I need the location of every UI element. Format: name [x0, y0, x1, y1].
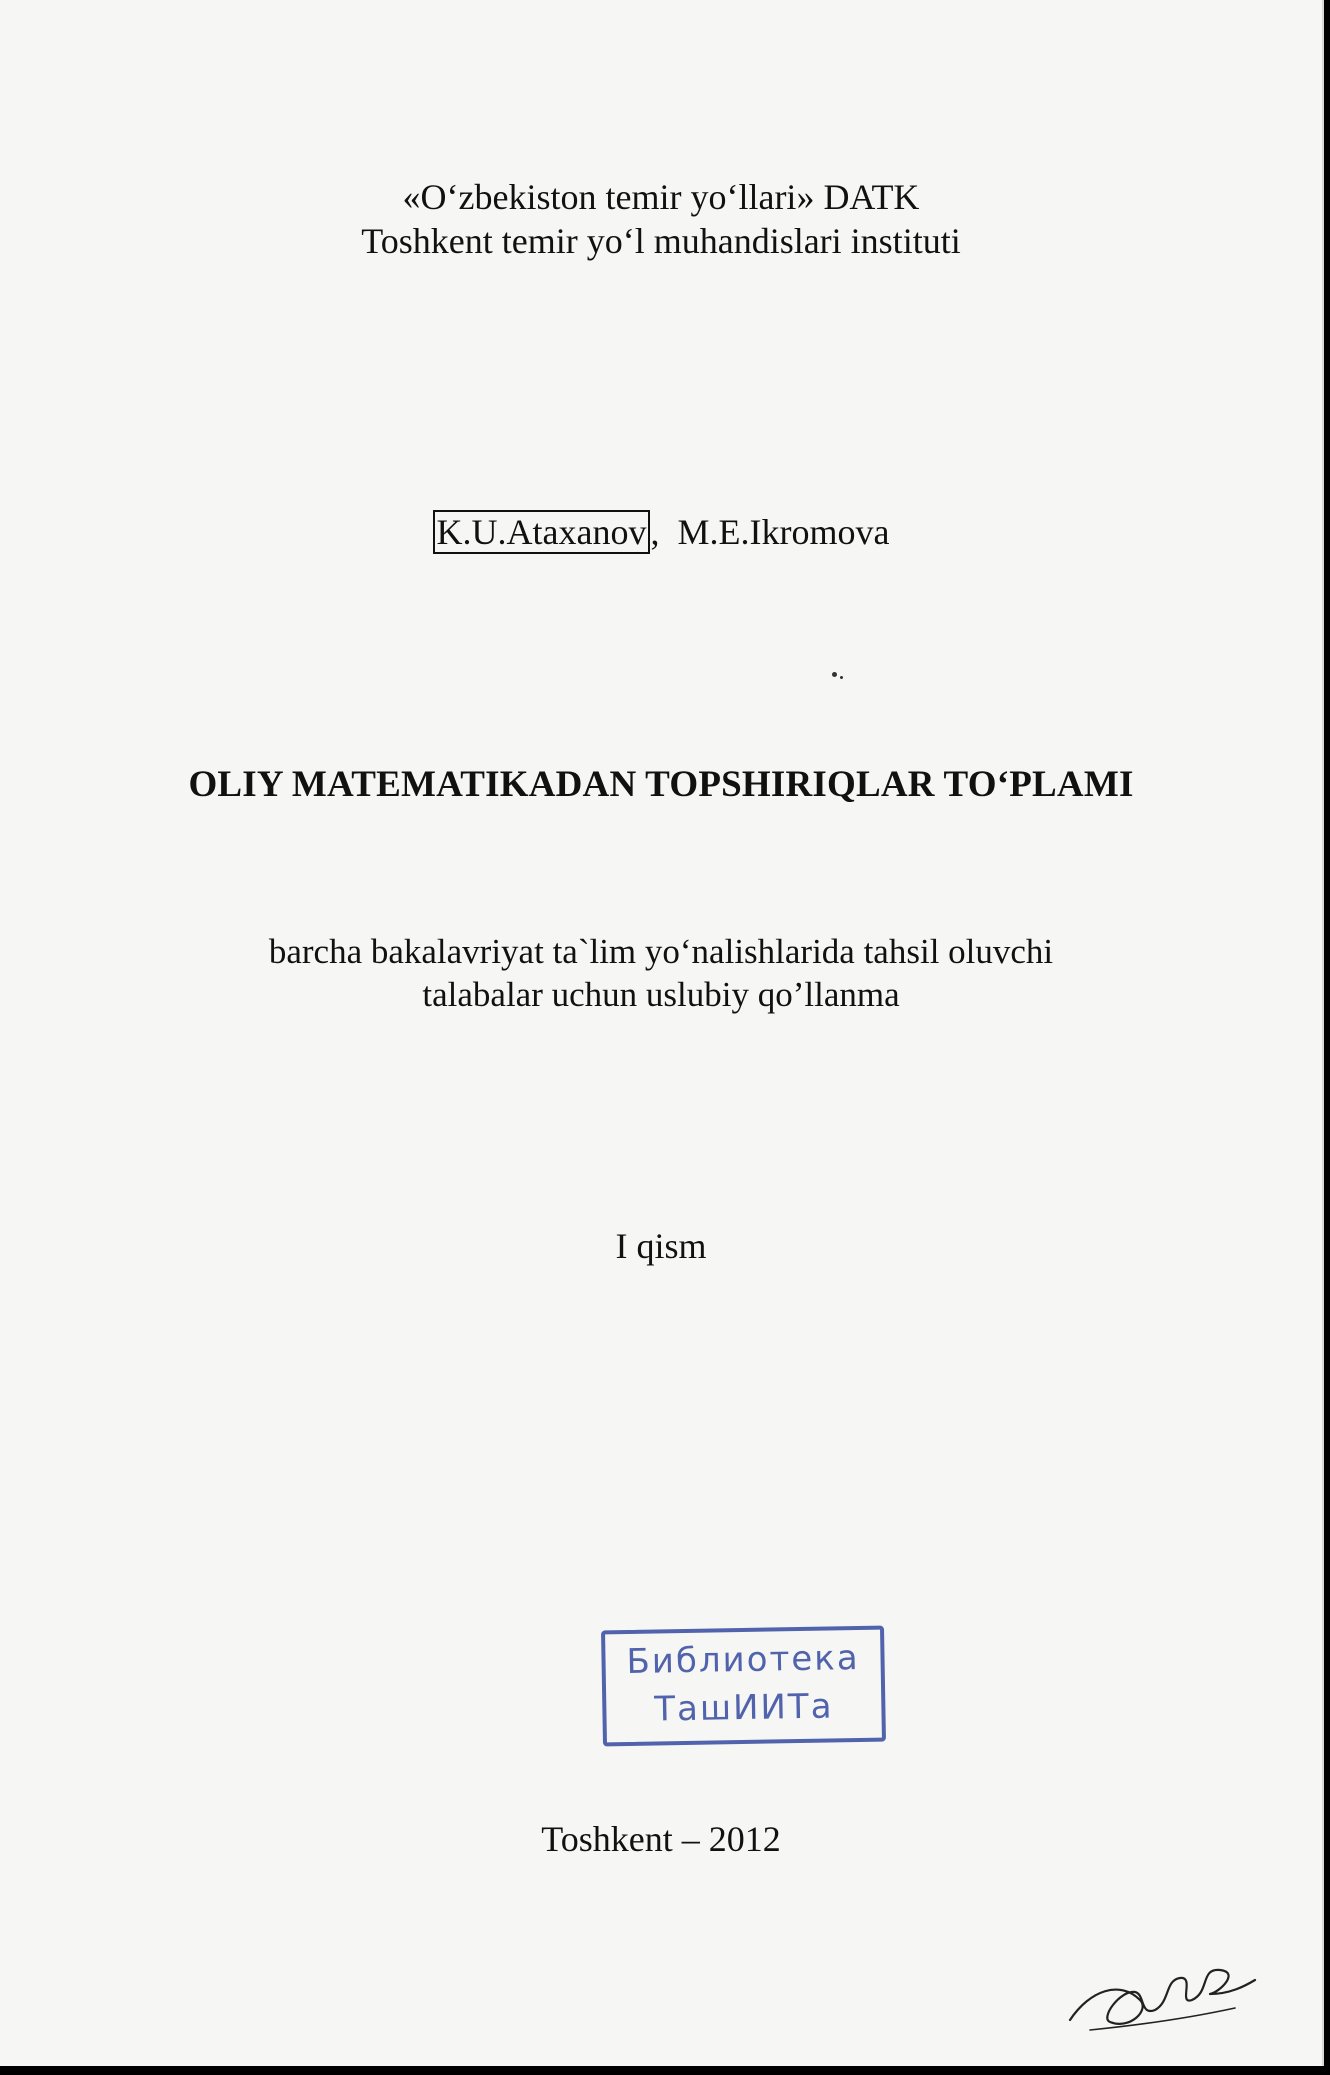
handwritten-signature — [1060, 1950, 1260, 2040]
document-subtitle — [0, 930, 1322, 1016]
author-name: M.E.Ikromova — [677, 512, 890, 552]
authors-line — [0, 510, 1322, 554]
place-and-year: Toshkent – 2012 — [541, 1819, 781, 1859]
subtitle-line-2: talabalar uchun uslubiy qo’llanma — [422, 975, 900, 1014]
subtitle-line-1: barcha bakalavriyat ta`lim yo‘nalishlarida tahsil oluvchi — [268, 932, 1054, 971]
stamp-line-1: Библиотека — [626, 1637, 860, 1683]
library-stamp — [601, 1626, 886, 1747]
organization-name: «O‘zbekiston temir yo‘llari» DATK — [402, 177, 920, 217]
stamp-line-2: ТашИИТа — [653, 1686, 834, 1730]
institution-header — [0, 175, 1322, 263]
institute-name: Toshkent temir yo‘l muhandislari instituti — [361, 221, 961, 261]
part-number: I qism — [615, 1226, 707, 1266]
document-title: OLIY MATEMATIKADAN TOPSHIRIQLAR TO‘PLAMI — [188, 764, 1134, 805]
author-name-boxed: K.U.Ataxanov — [433, 510, 651, 554]
scan-speck — [832, 672, 837, 677]
scan-speck — [840, 676, 843, 679]
author-separator: , — [650, 512, 660, 552]
